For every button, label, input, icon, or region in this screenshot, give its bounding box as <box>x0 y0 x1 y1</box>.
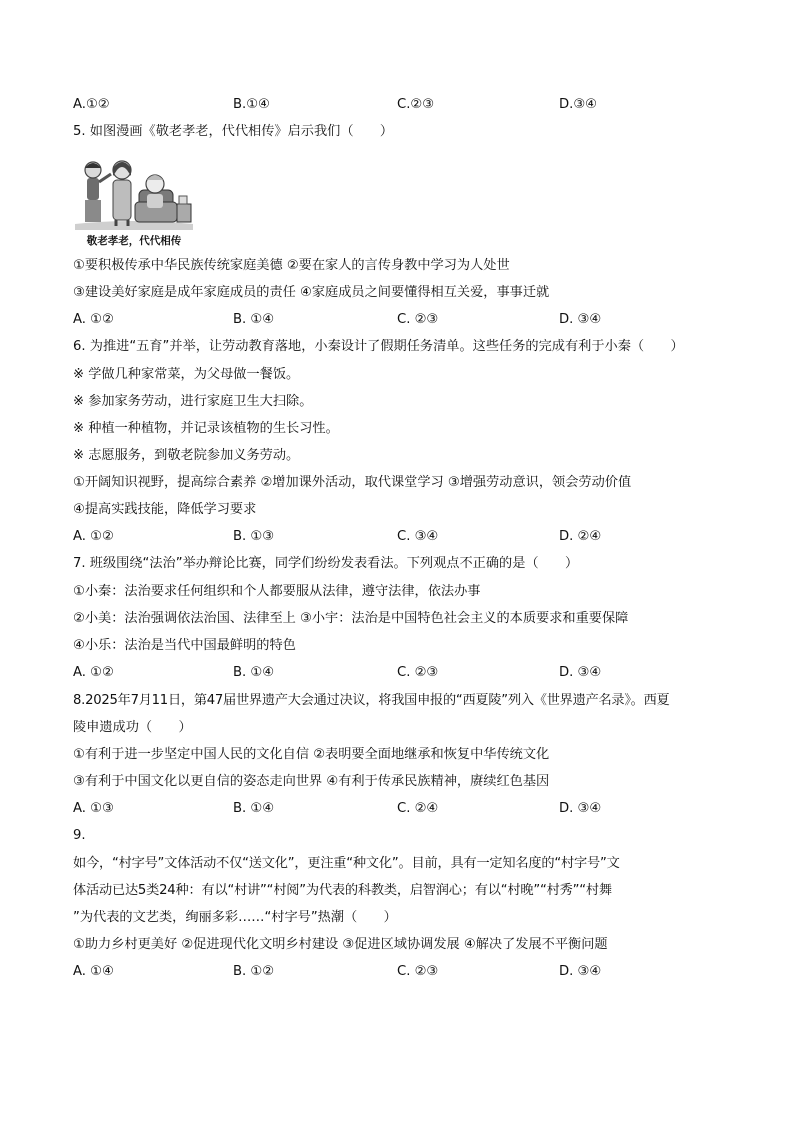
q4-options <box>73 96 723 114</box>
q9-option-c: C. ②③ <box>397 964 439 979</box>
q5-item-line: ①要积极传承中华民族传统家庭美德 ②要在家人的言传身教中学习为人处世 <box>73 258 510 273</box>
q8-option-d: D. ③④ <box>559 801 602 816</box>
q6-task: ※ 学做几种家常菜，为父母做一餐饭。 <box>73 367 300 382</box>
q6-task: ※ 种植一种植物，并记录该植物的生长习性。 <box>73 421 339 436</box>
q6-task: ※ 志愿服务，到敬老院参加义务劳动。 <box>73 448 300 463</box>
q5-option-d: D. ③④ <box>559 312 602 327</box>
q8-stem-line1: 8.2025年7月11日，第47届世界遗产大会通过决议，将我国申报的“西夏陵”列入《世界遗产名录》。西夏 <box>73 693 670 708</box>
q9-stem-line: 如今，“村字号”文体活动不仅“送文化”，更注重“种文化”。目前，具有一定知名度的“村字号”文 <box>73 856 620 871</box>
q7-option-d: D. ③④ <box>559 665 602 680</box>
q8-option-c: C. ②④ <box>397 801 439 816</box>
q5-item-line: ③建设美好家庭是成年家庭成员的责任 ④家庭成员之间要懂得相互关爱，事事迁就 <box>73 285 550 300</box>
q9-item-line: ①助力乡村更美好 ②促进现代化文明乡村建设 ③促进区域协调发展 ④解决了发展不平衡问题 <box>73 937 608 952</box>
q5-stem: 5. 如图漫画《敬老孝老，代代相传》启示我们（ ） <box>73 124 394 139</box>
q6-item-line: ①开阔知识视野，提高综合素养 ②增加课外活动，取代课堂学习 ③增强劳动意识，领会劳动价值 <box>73 475 632 490</box>
q9-options <box>73 963 723 981</box>
q9-stem-line: ”为代表的文艺类，绚丽多彩……“村字号”热潮（ ） <box>73 910 397 925</box>
q6-option-c: C. ③④ <box>397 529 439 544</box>
q6-stem: 6. 为推进“五育”并举，让劳动教育落地，小秦设计了假期任务清单。这些任务的完成有利于小秦（ ） <box>73 339 684 354</box>
q5-option-b: B. ①④ <box>233 312 275 327</box>
q9-number: 9. <box>73 828 86 843</box>
q6-option-a: A. ①② <box>73 529 114 544</box>
q8-option-b: B. ①④ <box>233 801 275 816</box>
q6-option-d: D. ②④ <box>559 529 602 544</box>
q8-stem-line2: 陵申遗成功（ ） <box>73 720 192 735</box>
q6-options <box>73 528 723 546</box>
q5-cartoon-caption: 敬老孝老，代代相传 <box>86 235 182 247</box>
q7-stem: 7. 班级围绕“法治”举办辩论比赛，同学们纷纷发表看法。下列观点不正确的是（ ） <box>73 556 579 571</box>
q6-option-b: B. ①③ <box>233 529 275 544</box>
q8-options <box>73 800 723 818</box>
q9-option-d: D. ③④ <box>559 964 602 979</box>
q7-option-a: A. ①② <box>73 665 114 680</box>
q5-options <box>73 311 723 329</box>
q8-item-line: ③有利于中国文化以更自信的姿态走向世界 ④有利于传承民族精神，赓续红色基因 <box>73 774 550 789</box>
q5-option-c: C. ②③ <box>397 312 439 327</box>
q9-stem-line: 体活动已达5类24种：有以“村讲”“村阅”为代表的科教类，启智润心；有以“村晚”“村秀”“村舞 <box>73 883 612 898</box>
q4-option-b: B.①④ <box>233 97 270 112</box>
q7-item-line: ④小乐：法治是当代中国最鲜明的特色 <box>73 638 296 653</box>
q8-option-a: A. ①③ <box>73 801 114 816</box>
q4-option-d: D.③④ <box>559 97 597 112</box>
q6-task: ※ 参加家务劳动，进行家庭卫生大扫除。 <box>73 394 313 409</box>
q9-option-a: A. ①④ <box>73 964 114 979</box>
q8-item-line: ①有利于进一步坚定中国人民的文化自信 ②表明要全面地继承和恢复中华传统文化 <box>73 747 550 762</box>
q7-item-line: ②小美：法治强调依法治国、法律至上 ③小宇：法治是中国特色社会主义的本质要求和重要保障 <box>73 611 629 626</box>
q7-option-b: B. ①④ <box>233 665 275 680</box>
q9-option-b: B. ①② <box>233 964 275 979</box>
q7-options <box>73 664 723 682</box>
q6-item-line: ④提高实践技能，降低学习要求 <box>73 502 257 517</box>
q5-cartoon-image <box>73 150 195 250</box>
q5-option-a: A. ①② <box>73 312 114 327</box>
q4-option-a: A.①② <box>73 97 110 112</box>
q7-item-line: ①小秦：法治要求任何组织和个人都要服从法律，遵守法律，依法办事 <box>73 584 481 599</box>
q7-option-c: C. ②③ <box>397 665 439 680</box>
q4-option-c: C.②③ <box>397 97 435 112</box>
